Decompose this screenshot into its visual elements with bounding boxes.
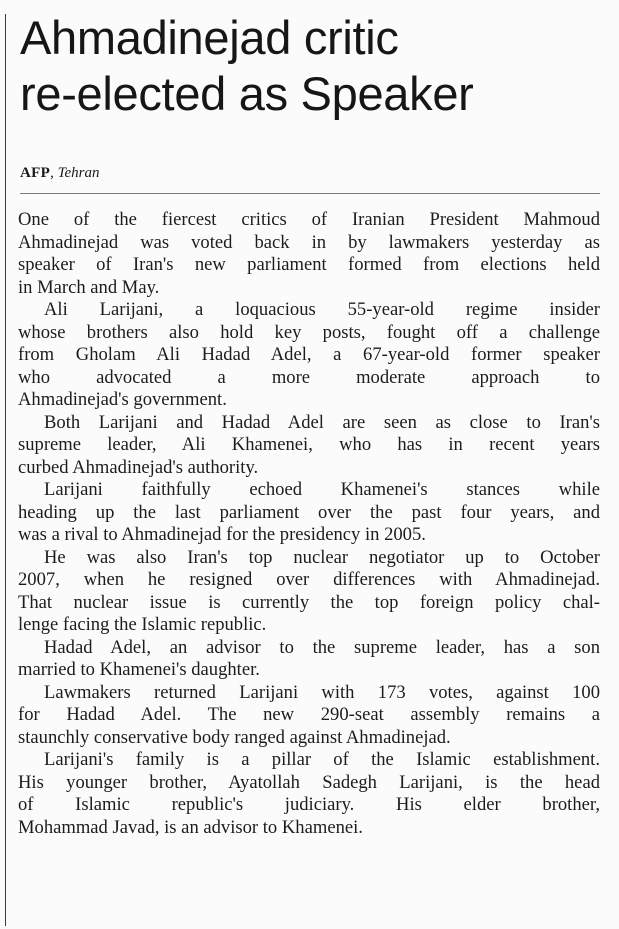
paragraph-line: from Gholam Ali Hadad Adel, a 67-year-old former speaker — [18, 344, 600, 365]
article-body — [18, 209, 600, 839]
paragraph-line: curbed Ahmadinejad's authority. — [18, 456, 259, 478]
paragraph-line: Mohammad Javad, is an advisor to Khamenei. — [18, 816, 363, 838]
article-paragraph — [18, 637, 600, 682]
paragraph-line: Ahmadinejad was voted back in by lawmakers yesterday as — [18, 231, 600, 253]
paragraph-line: lenge facing the Islamic republic. — [18, 614, 267, 635]
article-paragraph — [18, 547, 600, 637]
byline — [20, 163, 100, 183]
paragraph-line: who advocated a more moderate approach to — [18, 366, 600, 388]
byline-agency: AFP — [20, 165, 51, 181]
paragraph-line: whose brothers also hold key posts, fought off a challenge — [18, 321, 600, 343]
paragraph-line: His younger brother, Ayatollah Sadegh Larijani, is the head — [18, 771, 600, 793]
paragraph-line: Lawmakers returned Larijani with 173 votes, against 100 — [44, 681, 600, 703]
paragraph-line: heading up the last parliament over the past four years, and — [18, 501, 600, 523]
paragraph-line: in March and May. — [18, 276, 160, 298]
paragraph-line: He was also Iran's top nuclear negotiator up to October — [44, 546, 600, 568]
paragraph-line: for Hadad Adel. The new 290-seat assembly remains a — [18, 704, 600, 725]
paragraph-line: married to Khamenei's daughter. — [18, 659, 260, 680]
byline-separator: , — [50, 165, 58, 181]
paragraph-line: Hadad Adel, an advisor to the supreme leader, has a son — [44, 636, 600, 658]
article-paragraph — [18, 412, 600, 480]
paragraph-line: Ahmadinejad's government. — [18, 389, 227, 410]
byline-divider — [20, 193, 600, 194]
paragraph-line: supreme leader, Ali Khamenei, who has in recent years — [18, 434, 600, 455]
paragraph-line: That nuclear issue is currently the top foreign policy chal- — [18, 591, 600, 613]
article-paragraph — [18, 209, 600, 299]
headline — [20, 10, 615, 122]
paragraph-line: Larijani faithfully echoed Khamenei's stances while — [44, 479, 600, 500]
paragraph-line: was a rival to Ahmadinejad for the presidency in 2005. — [18, 524, 426, 545]
article-paragraph — [18, 682, 600, 750]
paragraph-line: Ali Larijani, a loquacious 55-year-old regime insider — [44, 299, 600, 320]
headline-line: re-elected as Speaker — [20, 67, 474, 120]
paragraph-line: 2007, when he resigned over differences with Ahmadinejad. — [18, 569, 600, 590]
byline-location: Tehran — [57, 165, 100, 181]
paragraph-line: Larijani's family is a pillar of the Islamic establishment. — [44, 749, 600, 770]
article-paragraph — [18, 749, 600, 839]
paragraph-line: Both Larijani and Hadad Adel are seen as close to Iran's — [44, 411, 600, 433]
article-paragraph — [18, 299, 600, 412]
paragraph-line: One of the fiercest critics of Iranian President Mahmoud — [18, 209, 600, 230]
paragraph-line: staunchly conservative body ranged against Ahmadinejad. — [18, 726, 451, 748]
paragraph-line: of Islamic republic's judiciary. His elder brother, — [18, 794, 600, 815]
column-rule — [5, 14, 6, 926]
article-paragraph — [18, 479, 600, 547]
paragraph-line: speaker of Iran's new parliament formed from elections held — [18, 254, 600, 275]
headline-line: Ahmadinejad critic — [20, 11, 399, 64]
